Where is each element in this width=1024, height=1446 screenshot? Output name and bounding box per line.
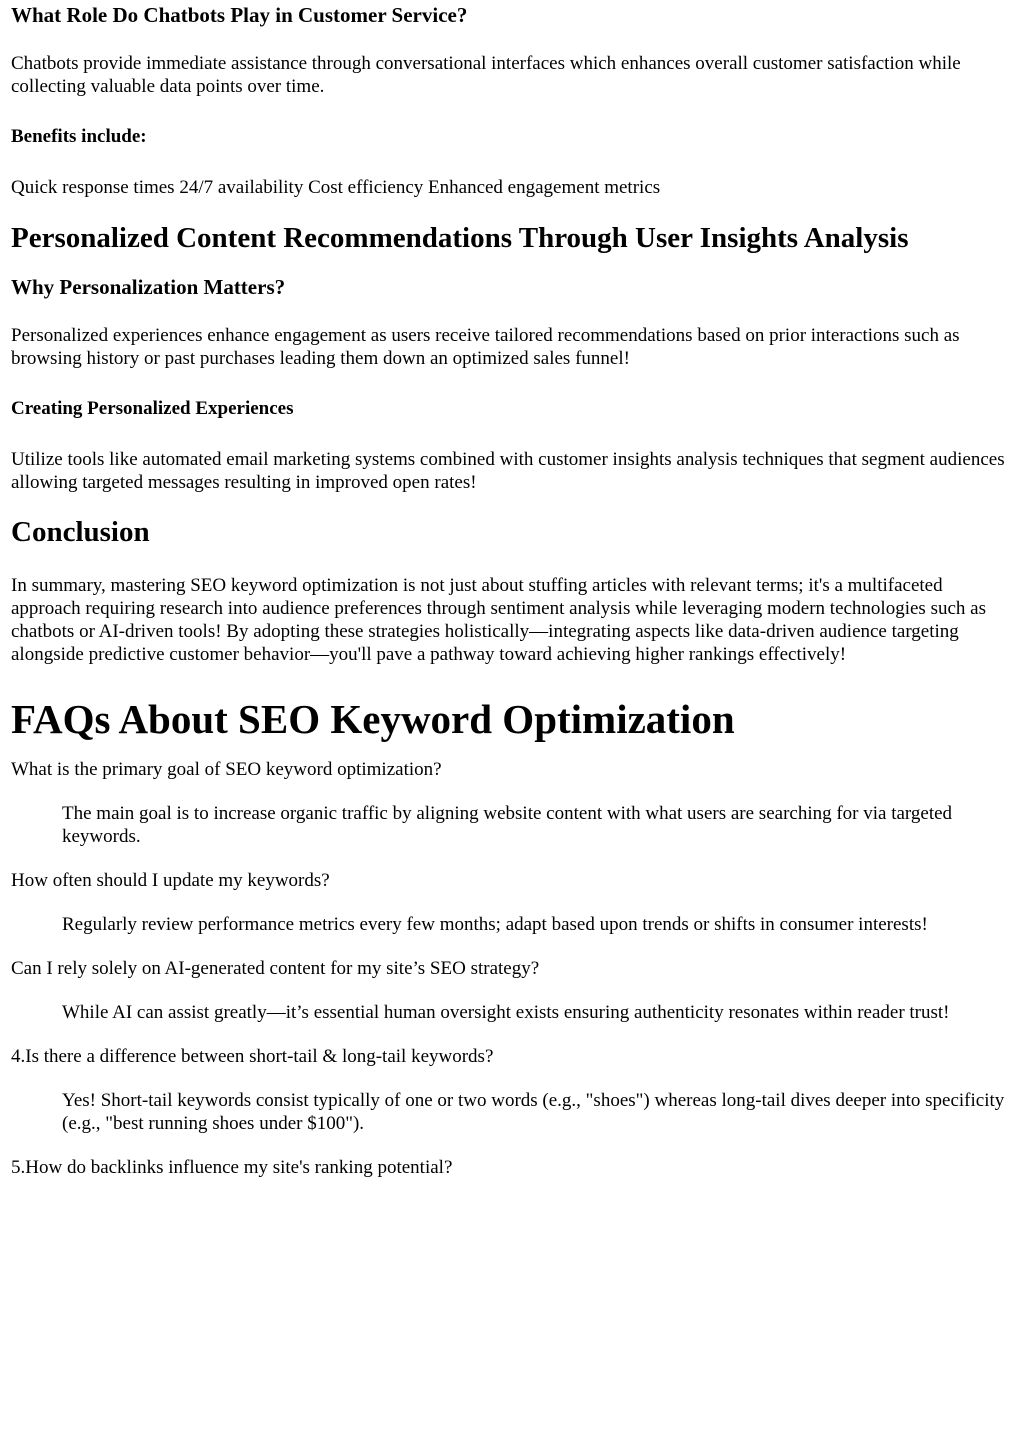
conclusion-text: In summary, mastering SEO keyword optimization is not just about stuffing articles with relevant terms; it's a multifaceted approach requiring research into audience preferences through sentiment analysis while leveraging modern technologies such as chatbots or AI-driven tools! By adopting these strategies holistically—integrating aspects like data-driven audience targeting alongside predictive customer behavior—you'll pave a pathway toward achieving higher rankings effectively! (11, 575, 986, 665)
faq-answer-4: Yes! Short-tail keywords consist typically of one or two words (e.g., "shoes") whereas long-tail dives deeper into specificity (e.g., "best running shoes under $100"). (62, 1090, 1005, 1134)
faq-answer-1: The main goal is to increase organic traffic by aligning website content with what users are searching for via targeted keywords. (62, 803, 953, 847)
personalized-heading: Personalized Content Recommendations Through User Insights Analysis (11, 222, 909, 254)
conclusion-heading: Conclusion (11, 516, 150, 548)
creating-experiences-heading: Creating Personalized Experiences (11, 398, 294, 419)
benefits-text: Quick response times 24/7 availability Cost efficiency Enhanced engagement metrics (11, 177, 661, 198)
faq-list (11, 758, 1014, 1179)
chatbots-heading: What Role Do Chatbots Play in Customer Service? (11, 3, 468, 27)
faq-question-4: 4.Is there a difference between short-tail & long-tail keywords? (11, 1046, 494, 1067)
chatbots-paragraph: Chatbots provide immediate assistance through conversational interfaces which enhances overall customer satisfaction while collecting valuable data points over time. (11, 53, 961, 97)
faq-question-5: 5.How do backlinks influence my site's ranking potential? (11, 1157, 453, 1178)
why-personalization-heading: Why Personalization Matters? (11, 275, 286, 299)
faqs-heading: FAQs About SEO Keyword Optimization (11, 696, 735, 742)
creating-experiences-text: Utilize tools like automated email marketing systems combined with customer insights analysis techniques that segment audiences allowing targeted messages resulting in improved open rates! (11, 449, 1005, 493)
faq-question-3: Can I rely solely on AI-generated content for my site’s SEO strategy? (11, 958, 540, 979)
faq-question-2: How often should I update my keywords? (11, 870, 330, 891)
faq-answer-3: While AI can assist greatly—it’s essential human oversight exists ensuring authenticity resonates within reader trust! (62, 1002, 950, 1023)
why-personalization-text: Personalized experiences enhance engagement as users receive tailored recommendations based on prior interactions such as browsing history or past purchases leading them down an optimized sales funnel! (11, 325, 960, 369)
faq-question-1: What is the primary goal of SEO keyword optimization? (11, 759, 442, 780)
benefits-heading: Benefits include: (11, 126, 147, 147)
faq-answer-2: Regularly review performance metrics every few months; adapt based upon trends or shifts in consumer interests! (62, 914, 928, 935)
